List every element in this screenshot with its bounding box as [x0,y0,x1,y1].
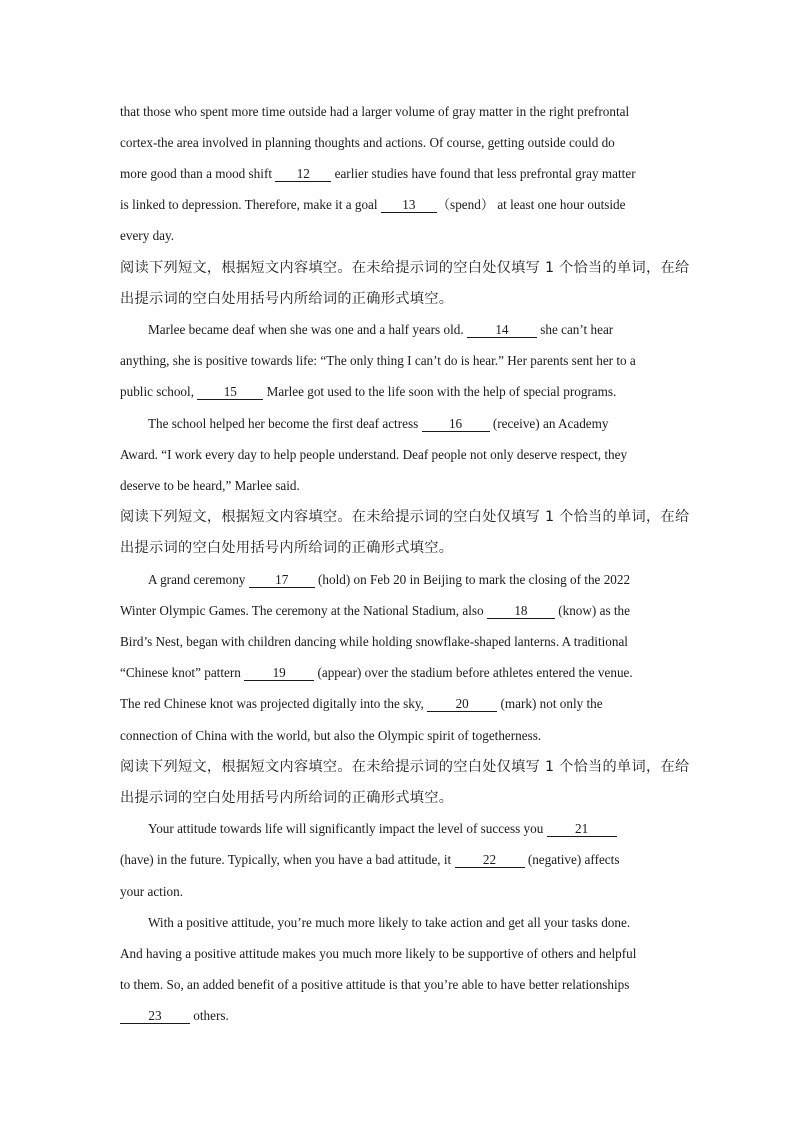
passage1-line5: every day. [120,228,175,243]
passage4-text: others. [190,1008,229,1023]
passage1-line4 [120,197,626,213]
passage3-text: “Chinese knot” pattern [120,665,245,680]
passage4-line5: And having a positive attitude makes you much more likely to be supportive of others and helpful [120,946,637,961]
passage2-text: Marlee got used to the life soon with the help of special programs. [263,384,617,399]
passage4-line1 [148,821,617,837]
passage4-line2 [120,852,619,868]
passage3-text: The red Chinese knot was projected digitally into the sky, [120,696,428,711]
passage3-line5 [120,696,603,712]
answer-blank-18[interactable]: 18 [487,604,555,619]
passage1-line2: cortex-the area involved in planning thoughts and actions. Of course, getting outside could do [120,135,615,150]
passage2-text: public school, [120,384,198,399]
instruction-line2: 出提示词的空白处用括号内所给词的正确形式填空。 [120,291,454,307]
passage4-line3: your action. [120,884,183,899]
passage4-text: Your attitude towards life will significantly impact the level of success you [148,821,547,836]
passage3-line2 [120,603,630,619]
passage2-line2: anything, she is positive towards life: “The only thing I can’t do is hear.” Her parents sent her to a [120,353,636,368]
answer-blank-13[interactable]: 13 [381,198,437,213]
answer-blank-15[interactable]: 15 [197,385,263,400]
passage2-text: Marlee became deaf when she was one and a half years old. [148,322,467,337]
passage3-line3: Bird’s Nest, began with children dancing while holding snowflake-shaped lanterns. A traditional [120,634,628,649]
passage2-text: The school helped her become the first deaf actress [148,416,422,431]
passage1-text: earlier studies have found that less prefrontal gray matter [331,166,636,181]
instruction-line1: 阅读下列短文，根据短文内容填空。在未给提示词的空白处仅填写 1 个恰当的单词，在给 [120,509,690,525]
instruction-line1: 阅读下列短文，根据短文内容填空。在未给提示词的空白处仅填写 1 个恰当的单词，在给 [120,759,690,775]
passage3-line1 [148,572,630,588]
instruction-line2: 出提示词的空白处用括号内所给词的正确形式填空。 [120,790,454,806]
passage3-text: Winter Olympic Games. The ceremony at the National Stadium, also [120,603,487,618]
passage2-line6: deserve to be heard,” Marlee said. [120,478,300,493]
passage2-text: (receive) an Academy [489,416,609,431]
passage2-line3 [120,384,616,400]
passage3-text: A grand ceremony [148,572,249,587]
answer-blank-21[interactable]: 21 [547,822,617,837]
answer-blank-19[interactable]: 19 [244,666,314,681]
answer-blank-12[interactable]: 12 [275,167,331,182]
passage2-line4 [148,416,609,432]
passage1-text: is linked to depression. Therefore, make it a goal [120,197,381,212]
passage3-line4 [120,665,633,681]
passage4-line4: With a positive attitude, you’re much more likely to take action and get all your tasks done. [148,915,631,930]
passage1-line1: that those who spent more time outside had a larger volume of gray matter in the right prefrontal [120,104,630,119]
answer-blank-20[interactable]: 20 [427,697,497,712]
instruction-line1: 阅读下列短文，根据短文内容填空。在未给提示词的空白处仅填写 1 个恰当的单词，在给 [120,260,690,276]
passage4-line7 [120,1008,229,1024]
passage3-line6: connection of China with the world, but also the Olympic spirit of togetherness. [120,728,542,743]
passage4-text: (have) in the future. Typically, when you have a bad attitude, it [120,852,455,867]
passage2-text: she can’t hear [536,322,614,337]
passage4-line6: to them. So, an added benefit of a positive attitude is that you’re able to have better relationships [120,977,630,992]
passage3-text: (mark) not only the [497,696,603,711]
passage2-line1 [148,322,613,338]
passage1-text: （spend） at least one hour outside [436,197,626,212]
answer-blank-22[interactable]: 22 [455,853,525,868]
passage4-text: (negative) affects [524,852,620,867]
instruction-line2: 出提示词的空白处用括号内所给词的正确形式填空。 [120,540,454,556]
passage3-text: (appear) over the stadium before athletes entered the venue. [314,665,633,680]
passage3-text: (hold) on Feb 20 in Beijing to mark the closing of the 2022 [314,572,631,587]
answer-blank-16[interactable]: 16 [422,417,490,432]
passage3-text: (know) as the [554,603,630,618]
passage2-line5: Award. “I work every day to help people understand. Deaf people not only deserve respect, they [120,447,628,462]
answer-blank-17[interactable]: 17 [249,573,315,588]
answer-blank-23[interactable]: 23 [120,1009,190,1024]
passage1-text: more good than a mood shift [120,166,276,181]
passage1-line3 [120,166,636,182]
answer-blank-14[interactable]: 14 [467,323,537,338]
